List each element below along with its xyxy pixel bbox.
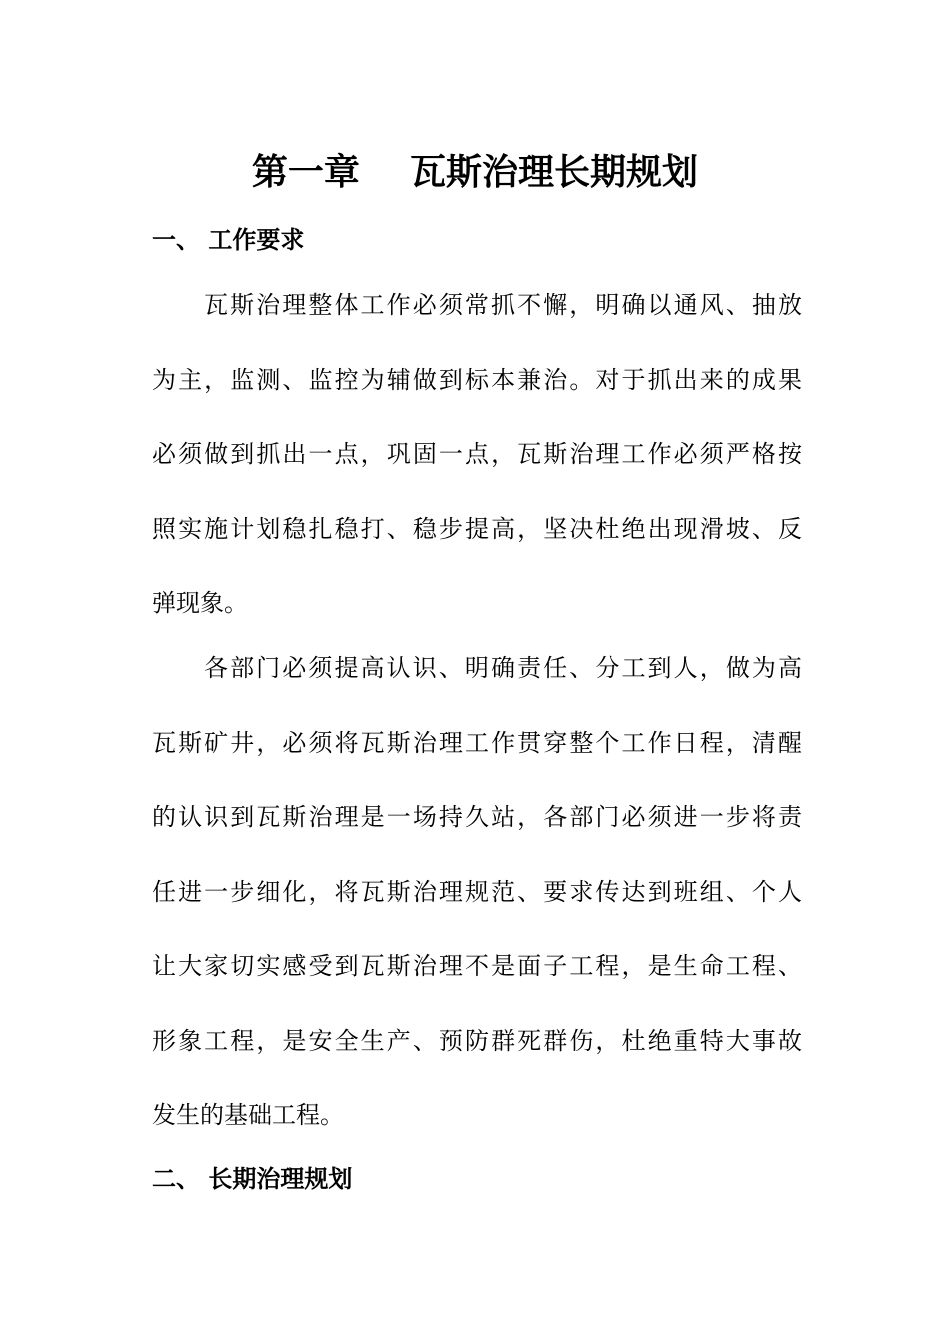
paragraph-line: 瓦斯矿井，必须将瓦斯治理工作贯穿整个工作日程，清醒 — [152, 728, 802, 757]
paragraph-line: 形象工程，是安全生产、预防群死群伤，杜绝重特大事故 — [152, 1026, 802, 1055]
paragraph-line: 任进一步细化，将瓦斯治理规范、要求传达到班组、个人 — [152, 877, 802, 906]
paragraph-line: 让大家切实感受到瓦斯治理不是面子工程，是生命工程、 — [152, 952, 802, 980]
chapter-title: 第一章 瓦斯治理长期规划 — [251, 151, 699, 193]
paragraph-line: 各部门必须提高认识、明确责任、分工到人，做为高 — [204, 654, 802, 682]
paragraph-line: 瓦斯治理整体工作必须常抓不懈，明确以通风、抽放 — [204, 291, 802, 319]
paragraph-1 — [152, 268, 802, 641]
section-heading-long-term-plan: 二、 长期治理规划 — [152, 1164, 353, 1193]
paragraph-line: 必须做到抓出一点，巩固一点，瓦斯治理工作必须严格按 — [152, 440, 802, 468]
paragraph-line: 照实施计划稳扎稳打、稳步提高，坚决杜绝出现滑坡、反 — [152, 514, 802, 543]
paragraph-2 — [152, 631, 802, 1153]
paragraph-line: 弹现象。 — [152, 589, 248, 617]
paragraph-line: 的认识到瓦斯治理是一场持久站，各部门必须进一步将责 — [152, 803, 802, 831]
section-heading-work-requirements: 一、 工作要求 — [152, 225, 305, 254]
paragraph-line: 发生的基础工程。 — [152, 1101, 344, 1129]
paragraph-line: 为主，监测、监控为辅做到标本兼治。对于抓出来的成果 — [152, 365, 802, 394]
